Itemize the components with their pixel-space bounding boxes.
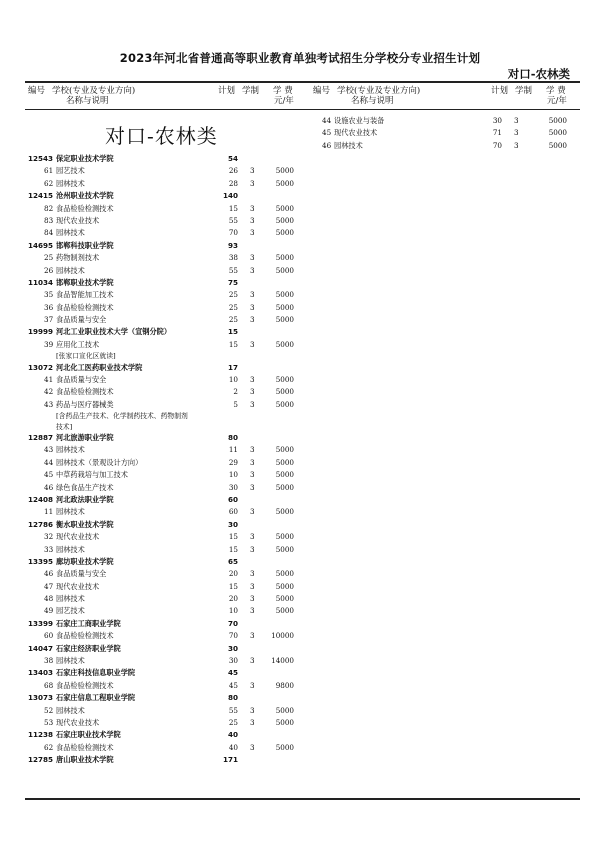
school-plan: 15 (227, 327, 238, 337)
header-name-desc: 名称与说明 (351, 96, 394, 106)
major-name: 中草药栽培与加工技术 (56, 470, 128, 480)
major-row (322, 127, 582, 139)
major-code: 26 (44, 265, 54, 275)
school-plan: 30 (227, 643, 238, 653)
major-row (28, 482, 298, 494)
major-code: 42 (44, 387, 54, 397)
major-row (28, 531, 298, 543)
major-fee: 5000 (275, 302, 294, 312)
major-name: 食品检验检测技术 (56, 302, 114, 312)
school-code: 13395 (28, 556, 54, 566)
school-row (28, 643, 298, 655)
major-code: 39 (44, 339, 54, 349)
major-row (28, 302, 298, 314)
major-fee: 5000 (275, 606, 294, 616)
major-row (28, 215, 298, 227)
school-code: 14695 (28, 240, 54, 250)
major-fee: 5000 (548, 116, 567, 125)
major-name: 食品质量与安全 (56, 375, 107, 385)
major-row (28, 265, 298, 277)
major-plan: 5 (233, 399, 238, 409)
school-name: 河北政法职业学院 (56, 494, 114, 504)
major-name: 食品检验检测技术 (56, 387, 114, 397)
major-code: 33 (44, 544, 54, 554)
major-plan: 20 (228, 569, 238, 579)
school-plan: 45 (227, 668, 238, 678)
header-code: 编号 (28, 86, 46, 96)
school-row (28, 692, 298, 704)
major-years: 3 (250, 581, 255, 591)
major-fee: 5000 (275, 482, 294, 492)
major-plan: 38 (228, 253, 238, 263)
major-years: 3 (250, 482, 255, 492)
major-name: 园林技术（景观设计方向） (56, 457, 143, 467)
school-name: 河北旅游职业学院 (56, 432, 114, 442)
major-years: 3 (250, 387, 255, 397)
bottom-rule (25, 798, 580, 800)
major-code: 52 (44, 705, 54, 715)
major-name: 园林技术 (334, 140, 363, 150)
major-row (28, 399, 298, 411)
school-plan: 80 (227, 432, 238, 442)
major-years: 3 (250, 656, 255, 666)
major-row (28, 742, 298, 754)
header-code: 编号 (313, 86, 331, 96)
major-fee: 5000 (275, 399, 294, 409)
major-years: 3 (250, 290, 255, 300)
major-fee: 5000 (275, 339, 294, 349)
school-row (28, 519, 298, 531)
major-years: 3 (250, 606, 255, 616)
major-name: 绿色食品生产技术 (56, 482, 114, 492)
major-fee: 5000 (275, 544, 294, 554)
major-name: 园林技术 (56, 228, 85, 238)
major-code: 46 (44, 482, 54, 492)
major-code: 61 (44, 166, 54, 176)
major-row (28, 717, 298, 729)
major-name: 现代农业技术 (56, 717, 100, 727)
major-plan: 11 (228, 445, 238, 455)
school-plan: 60 (227, 494, 238, 504)
major-fee: 5000 (275, 203, 294, 213)
major-fee: 5000 (275, 315, 294, 325)
note-text: [张家口宣化区就读] (56, 352, 116, 361)
major-row (28, 469, 298, 481)
major-fee: 5000 (275, 290, 294, 300)
header-plan: 计划 (218, 86, 236, 96)
major-fee: 5000 (548, 140, 567, 150)
major-fee: 5000 (275, 166, 294, 176)
note-text: [含药品生产技术、化学制药技术、药物制剂 (56, 412, 188, 421)
major-plan: 15 (228, 581, 238, 591)
header-fee-unit: 元/年 (274, 96, 294, 106)
major-fee: 5000 (275, 178, 294, 188)
major-years: 3 (250, 445, 255, 455)
major-plan: 15 (228, 532, 238, 542)
major-years: 3 (250, 253, 255, 263)
school-name: 唐山职业技术学院 (56, 755, 114, 765)
major-code: 44 (322, 116, 332, 125)
major-note (28, 411, 298, 421)
major-code: 46 (44, 569, 54, 579)
major-name: 设施农业与装备 (334, 116, 385, 125)
school-code: 12408 (28, 494, 54, 504)
major-row (28, 506, 298, 518)
major-plan: 10 (228, 606, 238, 616)
major-fee: 5000 (275, 569, 294, 579)
school-row (28, 153, 298, 165)
major-fee: 9800 (275, 680, 294, 690)
school-code: 12887 (28, 432, 54, 442)
major-years: 3 (250, 569, 255, 579)
school-row (28, 240, 298, 252)
major-plan: 25 (228, 290, 238, 300)
major-plan: 30 (228, 656, 238, 666)
school-plan: 93 (227, 240, 238, 250)
major-row (28, 568, 298, 580)
school-row (28, 494, 298, 506)
major-fee: 5000 (275, 581, 294, 591)
major-years: 3 (514, 128, 519, 138)
major-fee: 5000 (275, 387, 294, 397)
major-years: 3 (250, 215, 255, 225)
school-plan: 171 (222, 755, 238, 765)
major-plan: 2 (233, 387, 238, 397)
major-plan: 29 (228, 457, 238, 467)
major-fee: 5000 (275, 717, 294, 727)
major-code: 37 (44, 315, 54, 325)
school-plan: 54 (227, 154, 238, 163)
major-years: 3 (250, 742, 255, 752)
major-years: 3 (250, 631, 255, 641)
header-years: 学制 (515, 86, 533, 96)
major-code: 84 (44, 228, 54, 238)
major-plan: 10 (228, 470, 238, 480)
major-code: 43 (44, 399, 54, 409)
major-name: 园林技术 (56, 178, 85, 188)
major-name: 食品检验检测技术 (56, 631, 114, 641)
major-name: 园林技术 (56, 265, 85, 275)
major-code: 38 (44, 656, 54, 666)
major-fee: 5000 (275, 215, 294, 225)
major-name: 食品质量与安全 (56, 315, 107, 325)
major-years: 3 (250, 507, 255, 517)
major-fee: 5000 (275, 228, 294, 238)
category-title: 对口-农林类 (507, 67, 570, 81)
major-row (28, 165, 298, 177)
major-years: 3 (250, 302, 255, 312)
major-name: 食品检验检测技术 (56, 680, 114, 690)
major-plan: 55 (228, 265, 238, 275)
header-school: 学校(专业及专业方向) (52, 86, 136, 96)
major-code: 45 (322, 128, 332, 138)
major-code: 44 (44, 457, 54, 467)
school-code: 11034 (28, 277, 54, 287)
school-plan: 80 (227, 693, 238, 703)
major-code: 62 (44, 742, 54, 752)
major-name: 现代农业技术 (56, 532, 100, 542)
major-row (28, 386, 298, 398)
note-text: 技术] (56, 422, 73, 431)
major-code: 11 (44, 507, 54, 517)
major-code: 62 (44, 178, 54, 188)
major-code: 60 (44, 631, 54, 641)
header-school: 学校(专业及专业方向) (337, 86, 421, 96)
major-row (28, 339, 298, 351)
school-code: 14047 (28, 643, 54, 653)
major-plan: 25 (228, 315, 238, 325)
major-row (28, 444, 298, 456)
major-years: 3 (250, 680, 255, 690)
major-plan: 30 (228, 482, 238, 492)
school-code: 13403 (28, 668, 54, 678)
school-name: 石家庄信息工程职业学院 (56, 693, 136, 703)
major-row (28, 630, 298, 642)
school-name: 沧州职业技术学院 (56, 191, 114, 201)
school-plan: 17 (227, 362, 238, 372)
school-name: 河北工业职业技术大学（宣钢分院） (56, 327, 172, 337)
school-name: 廊坊职业技术学院 (56, 556, 114, 566)
major-row (28, 544, 298, 556)
major-name: 园林技术 (56, 507, 85, 517)
header-plan: 计划 (491, 86, 509, 96)
school-code: 11238 (28, 730, 54, 740)
major-name: 现代农业技术 (56, 581, 100, 591)
major-name: 现代农业技术 (56, 215, 100, 225)
major-code: 83 (44, 215, 54, 225)
major-plan: 45 (228, 680, 238, 690)
major-name: 园林技术 (56, 544, 85, 554)
major-row (322, 140, 582, 152)
major-plan: 15 (228, 339, 238, 349)
major-fee: 10000 (271, 631, 294, 641)
header-fee: 学 费 (273, 86, 293, 96)
major-code: 82 (44, 203, 54, 213)
major-note (28, 422, 298, 432)
major-years: 3 (250, 705, 255, 715)
major-name: 药物制剂技术 (56, 253, 100, 263)
major-years: 3 (514, 116, 519, 125)
school-name: 石家庄经济职业学院 (56, 643, 121, 653)
section-heading: 对口-农林类 (105, 124, 218, 148)
major-name: 药品与医疗器械类 (56, 399, 114, 409)
major-plan: 55 (228, 705, 238, 715)
right-column (322, 115, 582, 152)
major-fee: 5000 (275, 507, 294, 517)
school-name: 石家庄科技信息职业学院 (56, 668, 136, 678)
page-title: 2023年河北省普通高等职业教育单独考试招生分学校分专业招生计划 (119, 51, 481, 65)
school-plan: 40 (227, 730, 238, 740)
major-name: 食品检验检测技术 (56, 742, 114, 752)
major-row (28, 655, 298, 667)
major-plan: 20 (228, 594, 238, 604)
top-rule (25, 81, 580, 83)
major-row (28, 314, 298, 326)
major-row (28, 605, 298, 617)
school-plan: 70 (227, 618, 238, 628)
school-row (28, 277, 298, 289)
major-row (28, 581, 298, 593)
major-name: 食品检验检测技术 (56, 203, 114, 213)
major-name: 园林技术 (56, 656, 85, 666)
major-name: 园艺技术 (56, 606, 85, 616)
major-note (28, 351, 298, 361)
major-code: 48 (44, 594, 54, 604)
major-code: 25 (44, 253, 54, 263)
major-fee: 5000 (275, 470, 294, 480)
school-code: 19999 (28, 327, 54, 337)
major-code: 47 (44, 581, 54, 591)
header-fee: 学 费 (546, 86, 566, 96)
major-years: 3 (250, 399, 255, 409)
school-row (28, 754, 298, 766)
major-code: 32 (44, 532, 54, 542)
major-fee: 5000 (548, 128, 567, 138)
major-plan: 30 (492, 116, 502, 125)
left-column (28, 153, 298, 767)
school-code: 12415 (28, 191, 54, 201)
major-years: 3 (250, 544, 255, 554)
major-years: 3 (250, 203, 255, 213)
major-years: 3 (250, 166, 255, 176)
school-code: 13072 (28, 362, 54, 372)
school-row (28, 618, 298, 630)
major-years: 3 (250, 315, 255, 325)
major-name: 现代农业技术 (334, 128, 378, 138)
major-fee: 14000 (271, 656, 294, 666)
major-name: 园艺技术 (56, 166, 85, 176)
major-plan: 15 (228, 544, 238, 554)
major-fee: 5000 (275, 532, 294, 542)
school-name: 邯郸职业技术学院 (56, 277, 114, 287)
header-fee-unit: 元/年 (547, 96, 567, 106)
major-row (28, 705, 298, 717)
school-code: 12785 (28, 755, 54, 765)
major-code: 35 (44, 290, 54, 300)
major-code: 45 (44, 470, 54, 480)
major-row (28, 227, 298, 239)
major-plan: 70 (228, 228, 238, 238)
major-fee: 5000 (275, 705, 294, 715)
major-name: 园林技术 (56, 705, 85, 715)
school-plan: 30 (227, 519, 238, 529)
major-name: 食品智能加工技术 (56, 290, 114, 300)
header-rule (25, 109, 580, 110)
school-row (28, 556, 298, 568)
school-name: 衡水职业技术学院 (56, 519, 114, 529)
major-name: 应用化工技术 (56, 339, 100, 349)
major-row (28, 457, 298, 469)
major-plan: 25 (228, 717, 238, 727)
school-name: 石家庄职业技术学院 (56, 730, 121, 740)
major-plan: 15 (228, 203, 238, 213)
major-fee: 5000 (275, 253, 294, 263)
school-row (28, 729, 298, 741)
school-code: 13073 (28, 693, 54, 703)
school-row (28, 190, 298, 202)
major-name: 园林技术 (56, 445, 85, 455)
major-code: 41 (44, 375, 54, 385)
major-row (322, 115, 582, 127)
major-row (28, 203, 298, 215)
major-row (28, 178, 298, 190)
major-plan: 26 (228, 166, 238, 176)
major-plan: 60 (228, 507, 238, 517)
major-code: 49 (44, 606, 54, 616)
major-plan: 70 (492, 140, 502, 150)
major-row (28, 593, 298, 605)
major-fee: 5000 (275, 457, 294, 467)
school-name: 石家庄工商职业学院 (56, 618, 121, 628)
major-name: 食品质量与安全 (56, 569, 107, 579)
major-plan: 55 (228, 215, 238, 225)
major-years: 3 (250, 532, 255, 542)
major-row (28, 289, 298, 301)
major-code: 36 (44, 302, 54, 312)
major-fee: 5000 (275, 375, 294, 385)
school-name: 河北化工医药职业技术学院 (56, 362, 143, 372)
school-row (28, 326, 298, 338)
major-years: 3 (250, 339, 255, 349)
school-name: 邯郸科技职业学院 (56, 240, 114, 250)
major-years: 3 (250, 228, 255, 238)
major-fee: 5000 (275, 265, 294, 275)
major-years: 3 (250, 375, 255, 385)
major-years: 3 (250, 178, 255, 188)
school-code: 13399 (28, 618, 54, 628)
major-fee: 5000 (275, 742, 294, 752)
major-years: 3 (250, 265, 255, 275)
major-row (28, 680, 298, 692)
school-row (28, 667, 298, 679)
major-code: 53 (44, 717, 54, 727)
school-row (28, 432, 298, 444)
major-years: 3 (514, 140, 519, 150)
major-years: 3 (250, 594, 255, 604)
major-code: 68 (44, 680, 54, 690)
major-fee: 5000 (275, 594, 294, 604)
header-years: 学制 (242, 86, 260, 96)
school-code: 12786 (28, 519, 54, 529)
major-plan: 40 (228, 742, 238, 752)
major-plan: 70 (228, 631, 238, 641)
major-plan: 28 (228, 178, 238, 188)
major-years: 3 (250, 717, 255, 727)
school-name: 保定职业技术学院 (56, 154, 114, 163)
major-plan: 71 (492, 128, 502, 138)
major-plan: 10 (228, 375, 238, 385)
school-code: 12543 (28, 154, 54, 163)
school-plan: 140 (222, 191, 238, 201)
major-code: 46 (322, 140, 332, 150)
school-plan: 75 (227, 277, 238, 287)
major-fee: 5000 (275, 445, 294, 455)
major-years: 3 (250, 470, 255, 480)
school-plan: 65 (227, 556, 238, 566)
major-plan: 25 (228, 302, 238, 312)
major-row (28, 374, 298, 386)
school-row (28, 362, 298, 374)
header-name-desc: 名称与说明 (66, 96, 109, 106)
major-code: 43 (44, 445, 54, 455)
major-row (28, 252, 298, 264)
major-years: 3 (250, 457, 255, 467)
major-name: 园林技术 (56, 594, 85, 604)
